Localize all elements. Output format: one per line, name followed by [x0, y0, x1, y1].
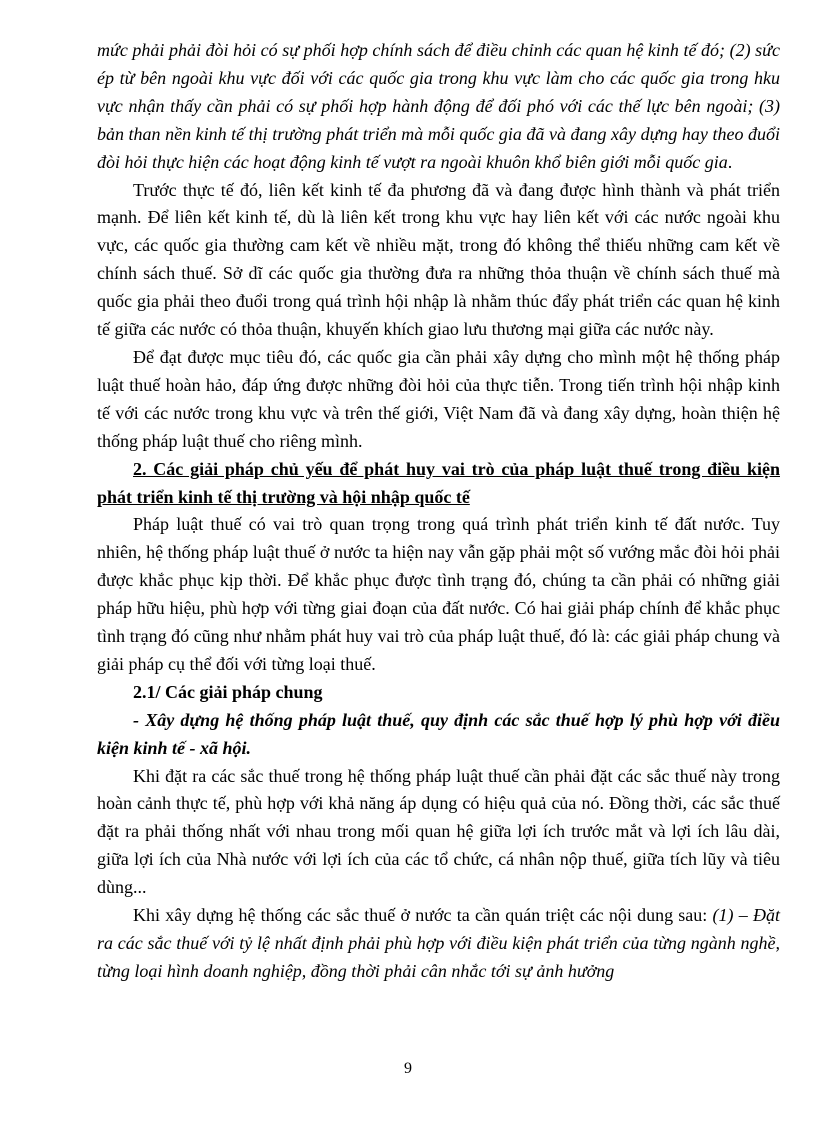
paragraph-multilateral-integration: Trước thực tế đó, liên kết kinh tế đa phương đã và đang được hình thành và phát triển mạnh. Để liên kết kinh tế, dù là liên kết trong khu vực hay liên kết với các nước ngoài khu vực, các quốc gia thường cam kết về nhiều mặt, trong đó không thể thiếu những cam kết về chính sách thuế. Sở dĩ các quốc gia thường đưa ra những thỏa thuận về chính sách thuế mà quốc gia phải theo đuổi trong quá trình hội nhập là nhằm thúc đẩy phát triển các quan hệ kinh tế giữa các nước có thỏa thuận, khuyến khích giao lưu thương mại giữa các nước này.: [97, 179, 780, 340]
section-heading-2: 2. Các giải pháp chủ yếu để phát huy vai trò của pháp luật thuế trong điều kiện phát triển kinh tế thị trường và hội nhập quốc tế: [97, 458, 780, 507]
paragraph-tax-law-system: Để đạt được mục tiêu đó, các quốc gia cần phải xây dựng cho mình một hệ thống pháp luật thuế hoàn hảo, đáp ứng được những đòi hỏi của thực tiễn. Trong tiến trình hội nhập kinh tế với các nước trong khu vực và trên thế giới, Việt Nam đã và đang xây dựng, hoàn thiện hệ thống pháp luật thuế cho riêng mình.: [97, 346, 780, 451]
document-page: [97, 37, 780, 986]
principles-italic-text: (1) – Đặt ra các sắc thuế với tỷ lệ nhất định phải phù hợp với điều kiện phát triển của từng ngành nghề, từng loại hình doanh nghiệp, đồng thời phải cân nhắc tới sự ảnh hưởng: [97, 905, 780, 981]
bold-italic-item: - Xây dựng hệ thống pháp luật thuế, quy định các sắc thuế hợp lý phù hợp với điều kiện kinh tế - xã hội.: [97, 709, 780, 758]
intro-italic-text: mức phải phải đòi hỏi có sự phối hợp chính sách để điều chỉnh các quan hệ kinh tế đó; (2) sức ép từ bên ngoài khu vực đối với các quốc gia trong khu vực làm cho các quốc gia trong hku vực nhận thấy cần phải có sự phối hợp hành động để đối phó với các thế lực bên ngoài; (3) bản than nền kinh tế thị trường phát triển mà mỗi quốc gia đã và đang xây dựng hay theo đuổi đòi hỏi thực hiện các hoạt động kinh tế vượt ra ngoài khuôn khổ biên giới mỗi quốc gia: [97, 40, 780, 172]
page-number: 9: [404, 1060, 412, 1077]
principles-lead-text: Khi xây dựng hệ thống các sắc thuế ở nước ta cần quán triệt các nội dung sau:: [133, 905, 713, 926]
paragraph-tax-principles: [97, 902, 780, 986]
paragraph-tax-law-role: Pháp luật thuế có vai trò quan trọng trong quá trình phát triển kinh tế đất nước. Tuy nhiên, hệ thống pháp luật thuế ở nước ta hiện nay vẫn gặp phải một số vướng mắc đòi hỏi phải được khắc phục kịp thời. Để khắc phục được tình trạng đó, chúng ta cần phải có những giải pháp hữu hiệu, phù hợp với từng giai đoạn của đất nước. Có hai giải pháp chính để khắc phục tình trạng đó cũng như nhằm phát huy vai trò của pháp luật thuế, đó là: các giải pháp chung và giải pháp cụ thể đối với từng loại thuế.: [97, 514, 780, 674]
intro-end-text: .: [727, 151, 733, 172]
intro-paragraph: [97, 37, 780, 177]
paragraph-tax-setting: Khi đặt ra các sắc thuế trong hệ thống pháp luật thuế cần phải đặt các sắc thuế này trong hoàn cảnh thực tế, phù hợp với khả năng áp dụng có hiệu quả của nó. Đồng thời, các sắc thuế đặt ra phải thống nhất với nhau trong mối quan hệ giữa lợi ích trước mắt và lợi ích lâu dài, giữa lợi ích của Nhà nước với lợi ích của các tổ chức, cá nhân nộp thuế, giữa tích lũy và tiêu dùng...: [97, 765, 780, 898]
subsection-heading-2-1: 2.1/ Các giải pháp chung: [133, 681, 323, 702]
